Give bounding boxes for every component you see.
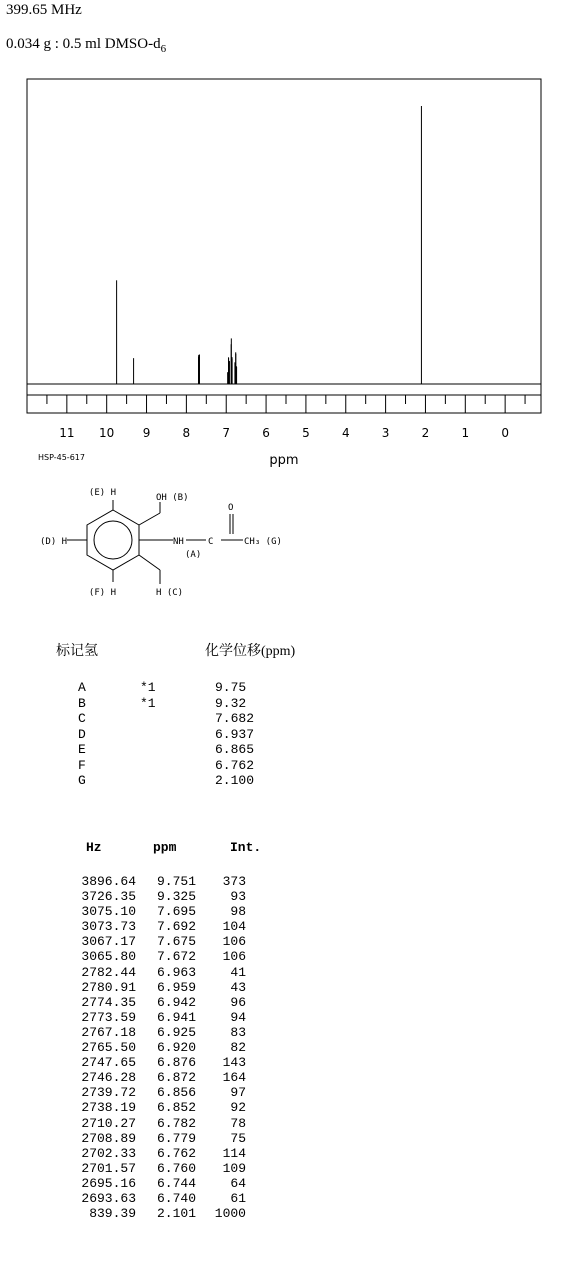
peak-intensity: 41 (230, 964, 246, 980)
peak-ppm: 6.779 (156, 1130, 196, 1146)
x-tick-label: 9 (142, 426, 151, 440)
peak-intensity: 106 (222, 934, 246, 950)
plot-frame (27, 79, 541, 413)
peak-intensity: 96 (230, 994, 246, 1010)
peak-hz: 2710.27 (81, 1115, 136, 1131)
peak-intensity: 78 (230, 1115, 246, 1131)
assign-shift: 9.32 (215, 695, 247, 711)
assignment-header-proton: 标记氢 (56, 644, 98, 659)
label-nh: NH (173, 537, 184, 547)
assign-label: G (78, 773, 86, 788)
peak-hz: 3075.10 (81, 904, 136, 920)
x-tick-label: 7 (222, 426, 231, 440)
assign-note (140, 711, 215, 727)
table-row (66, 1146, 246, 1161)
x-tick-label: 6 (262, 426, 270, 440)
peak-hz: 839.39 (89, 1206, 136, 1222)
peak-ppm: 6.782 (156, 1115, 196, 1131)
peak-ppm: 6.959 (156, 979, 196, 995)
peak-hz: 2774.35 (81, 994, 136, 1010)
peak-intensity: 94 (230, 1009, 246, 1025)
peak-intensity: 106 (222, 949, 246, 965)
peak-intensity: 93 (230, 889, 246, 905)
table-row (78, 773, 254, 789)
bond-ring-oh (139, 513, 160, 525)
peak-ppm: 7.695 (156, 904, 196, 920)
x-tick-label: 2 (421, 426, 430, 440)
peak-intensity: 64 (230, 1175, 246, 1191)
label-a: (A) (185, 550, 202, 560)
x-tick-label: 8 (182, 426, 191, 440)
x-tick-label: 1 (461, 426, 470, 440)
peak-hz: 2773.59 (81, 1009, 136, 1025)
table-row (66, 995, 246, 1010)
peak-ppm: 9.751 (156, 874, 196, 889)
table-row (66, 1161, 246, 1176)
peak-intensity: 98 (230, 904, 246, 920)
label-g: CH₃ (G) (244, 537, 282, 547)
peak-ppm: 9.325 (156, 889, 196, 905)
assignment-header-shift: 化学位移(ppm) (205, 644, 296, 659)
assign-note (140, 727, 215, 743)
peak-intensity: 143 (222, 1055, 246, 1071)
table-row (66, 904, 246, 919)
assign-note: *1 (140, 695, 156, 711)
peak-intensity: 104 (222, 919, 246, 935)
peak-intensity: 92 (230, 1100, 246, 1116)
assign-shift: 2.100 (215, 773, 255, 788)
spectrum-trace (27, 106, 541, 384)
x-axis-ticks (27, 395, 525, 440)
peak-hz: 2695.16 (81, 1175, 136, 1191)
peak-ppm: 6.920 (156, 1040, 196, 1056)
table-row (66, 1116, 246, 1131)
table-row (66, 1191, 246, 1206)
table-row (78, 696, 254, 712)
table-row (66, 1025, 246, 1040)
peak-hz: 2693.63 (81, 1190, 136, 1206)
x-tick-label: 0 (501, 426, 509, 440)
table-row (66, 919, 246, 934)
peak-ppm: 2.101 (156, 1206, 196, 1222)
peak-header-ppm: ppm (153, 840, 177, 855)
peak-header-hz: Hz (86, 840, 102, 855)
peak-hz: 2746.28 (81, 1070, 136, 1086)
peak-hz: 2765.50 (81, 1040, 136, 1056)
label-e: (E) H (88, 488, 116, 498)
peak-ppm: 6.876 (156, 1055, 196, 1071)
assign-label: C (78, 711, 86, 726)
peak-hz: 3067.17 (81, 934, 136, 950)
peak-ppm: 7.672 (156, 949, 196, 965)
table-row (66, 874, 246, 889)
table-row (78, 758, 254, 774)
label-b: OH (B) (156, 493, 189, 503)
table-row (66, 1040, 246, 1055)
peak-hz: 2738.19 (81, 1100, 136, 1116)
peak-ppm: 6.963 (156, 964, 196, 980)
peak-intensity: 75 (230, 1130, 246, 1146)
x-axis-label: ppm (269, 453, 299, 468)
table-row (66, 934, 246, 949)
table-row (66, 980, 246, 995)
table-row (78, 742, 254, 758)
assign-shift: 6.937 (215, 726, 255, 742)
peak-ppm: 6.852 (156, 1100, 196, 1116)
peak-ppm: 6.941 (156, 1009, 196, 1025)
sample-subscript: 6 (160, 43, 167, 55)
peak-intensity: 97 (230, 1085, 246, 1101)
peak-table (66, 874, 246, 1221)
peak-ppm: 7.675 (156, 934, 196, 950)
assign-label: D (78, 726, 86, 742)
assign-note (140, 773, 215, 789)
peak-ppm: 6.856 (156, 1085, 196, 1101)
x-tick-label: 11 (59, 426, 75, 440)
table-row (66, 1176, 246, 1191)
assign-label: F (78, 757, 86, 773)
spectrum-code: HSP-45-617 (38, 453, 85, 462)
assign-shift: 6.762 (215, 757, 255, 773)
peak-hz: 2782.44 (81, 964, 136, 980)
sample-text: 0.034 g : 0.5 ml DMSO-d (6, 36, 161, 52)
aromatic-circle (94, 521, 132, 559)
label-carbon: C (208, 537, 214, 547)
peak-intensity: 82 (230, 1040, 246, 1056)
peak-intensity: 164 (222, 1070, 246, 1086)
peak-ppm: 6.762 (156, 1145, 196, 1161)
table-row (66, 965, 246, 980)
table-row (78, 711, 254, 727)
peak-intensity: 83 (230, 1024, 246, 1040)
peak-hz: 2747.65 (81, 1055, 136, 1071)
peak-intensity: 1000 (214, 1206, 246, 1222)
label-o: O (228, 503, 234, 513)
peak-intensity: 61 (230, 1190, 246, 1206)
label-c: H (C) (156, 588, 184, 598)
peak-ppm: 6.744 (156, 1175, 196, 1191)
assignment-table (78, 680, 254, 789)
peak-hz: 3896.64 (81, 874, 136, 889)
peak-hz: 2708.89 (81, 1130, 136, 1146)
peak-ppm: 6.925 (156, 1024, 196, 1040)
assign-shift: 9.75 (215, 680, 247, 695)
table-row (66, 1100, 246, 1115)
assign-shift: 6.865 (215, 742, 255, 757)
label-f: (F) H (88, 588, 116, 598)
peak-ppm: 6.740 (156, 1190, 196, 1206)
table-row (66, 1206, 246, 1221)
nmr-spectrum-chart (0, 0, 570, 470)
table-row (66, 1055, 246, 1070)
bond-ring-c (139, 555, 160, 570)
peak-hz: 2780.91 (81, 979, 136, 995)
molecule-structure (40, 480, 360, 615)
table-row (66, 949, 246, 964)
peak-header-int: Int. (230, 840, 262, 855)
table-row (78, 727, 254, 743)
peak-intensity: 109 (222, 1160, 246, 1176)
assign-shift: 7.682 (215, 711, 255, 726)
peak-ppm: 6.872 (156, 1070, 196, 1086)
peak-hz: 3073.73 (81, 919, 136, 935)
table-row (66, 1085, 246, 1100)
x-tick-label: 10 (99, 426, 115, 440)
assign-label: A (78, 680, 86, 695)
table-row (66, 1131, 246, 1146)
benzene-ring (87, 510, 139, 570)
table-row (66, 889, 246, 904)
peak-ppm: 7.692 (156, 919, 196, 935)
x-tick-label: 3 (381, 426, 390, 440)
assign-note: *1 (140, 680, 156, 695)
peak-intensity: 373 (222, 874, 246, 889)
table-row (66, 1010, 246, 1025)
peak-hz: 2767.18 (81, 1024, 136, 1040)
table-row (66, 1070, 246, 1085)
peak-ppm: 6.942 (156, 994, 196, 1010)
peak-hz: 2739.72 (81, 1085, 136, 1101)
assign-label: E (78, 742, 86, 757)
x-tick-label: 5 (302, 426, 310, 440)
x-tick-label: 4 (341, 426, 350, 440)
assign-label: B (78, 695, 86, 711)
peak-ppm: 6.760 (156, 1160, 196, 1176)
peak-intensity: 43 (230, 979, 246, 995)
label-d: (D) H (40, 537, 68, 547)
peak-hz: 2702.33 (81, 1145, 136, 1161)
table-row (78, 680, 254, 696)
assign-note (140, 742, 215, 758)
peak-intensity: 114 (222, 1145, 246, 1161)
assign-note (140, 758, 215, 774)
peak-hz: 2701.57 (81, 1160, 136, 1176)
peak-hz: 3726.35 (81, 889, 136, 905)
peak-hz: 3065.80 (81, 949, 136, 965)
spectrometer-frequency: 399.65 MHz (6, 2, 82, 18)
